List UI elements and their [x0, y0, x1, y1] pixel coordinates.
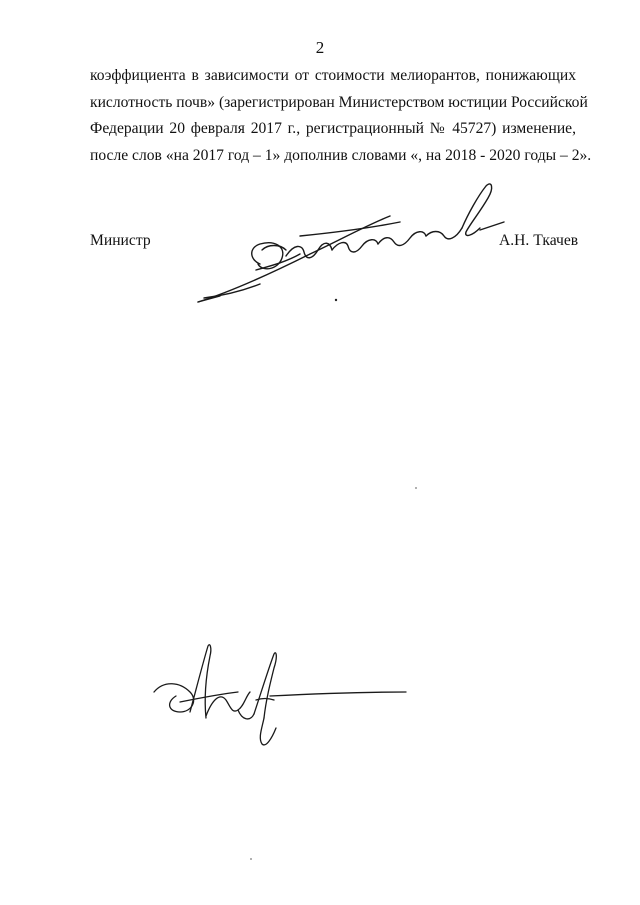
minister-signature: [190, 174, 510, 314]
paragraph-line: коэффициента в зависимости от стоимости мелиорантов, понижающих: [90, 67, 576, 84]
signature-block: [0, 222, 640, 322]
body-paragraph: [90, 63, 592, 169]
scan-speck: [415, 487, 417, 489]
paragraph-line: кислотность почв» (зарегистрирован Министерством юстиции Российской: [90, 93, 588, 111]
signatory-name: А.Н. Ткачев: [499, 232, 579, 249]
approval-visa-signature: [150, 640, 420, 750]
signatory-position: Министр: [90, 232, 151, 249]
scan-speck: [250, 858, 252, 860]
paragraph-line: после слов «на 2017 год – 1» дополнив словами «, на 2018 - 2020 годы – 2».: [90, 146, 592, 164]
paragraph-line: Федерации 20 февраля 2017 г., регистрационный № 45727) изменение,: [90, 120, 576, 137]
page-number: 2: [315, 38, 325, 57]
